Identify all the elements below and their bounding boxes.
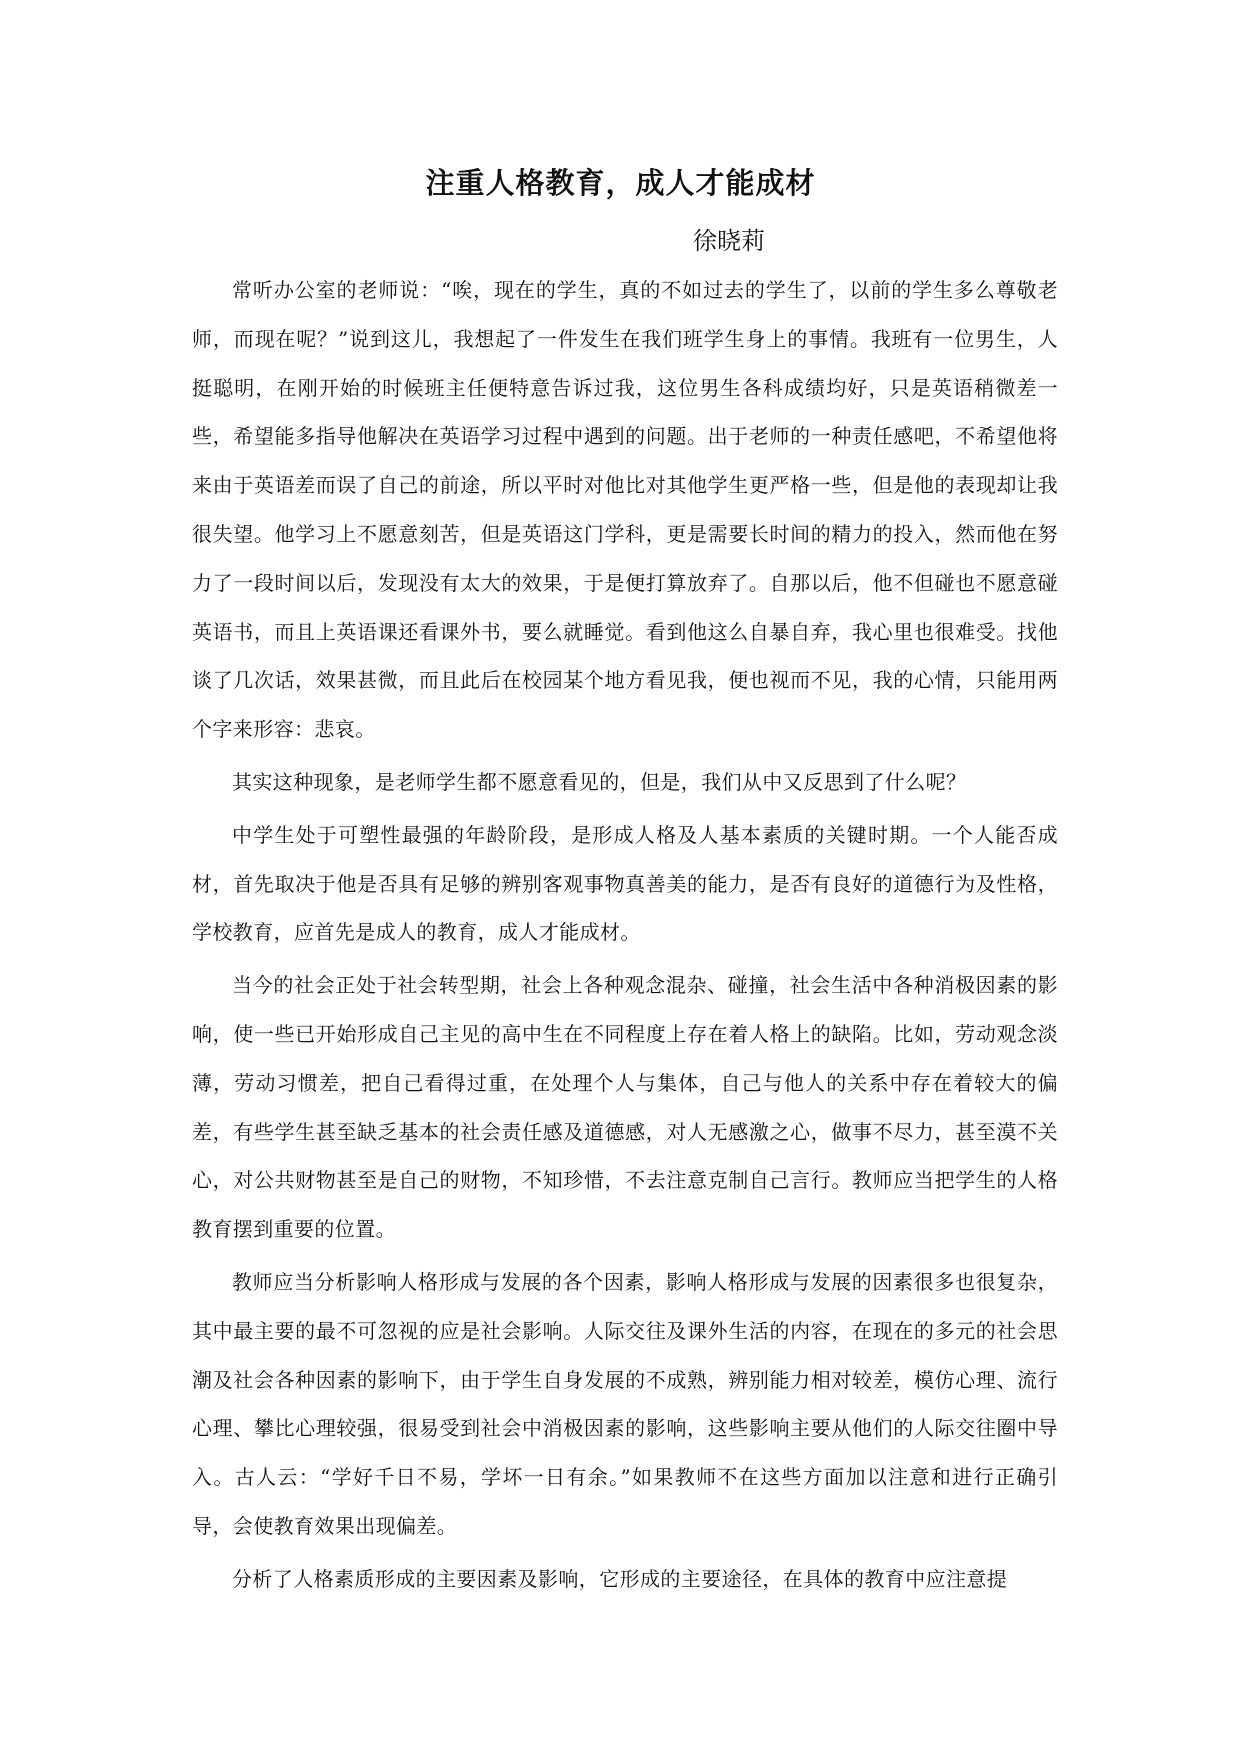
author-name: 徐晓莉 bbox=[693, 227, 765, 255]
paragraph-2: 其实这种现象，是老师学生都不愿意看见的，但是，我们从中又反思到了什么呢？ bbox=[232, 769, 967, 794]
paragraph-6: 分析了人格素质形成的主要因素及影响，它形成的主要途径，在具体的教育中应注意提 bbox=[232, 1566, 1008, 1591]
paragraph-3: 中学生处于可塑性最强的年龄阶段，是形成人格及人基本素质的关键时期。一个人能否成材，首先取决于他是否具有足够的辨别客观事物真善美的能力，是否有良好的道德行为及性格，学校教育，应首先是成人的教育，成人才能成材。 bbox=[192, 822, 1058, 945]
document-body bbox=[192, 266, 1058, 1608]
paragraph-5: 教师应当分析影响人格形成与发展的各个因素，影响人格形成与发展的因素很多也很复杂，其中最主要的最不可忽视的应是社会影响。人际交往及课外生活的内容，在现在的多元的社会思潮及社会各种因素的影响下，由于学生自身发展的不成熟，辨别能力相对较差，模仿心理、流行心理、攀比心理较强，很易受到社会中消极因素的影响，这些影响主要从他们的人际交往圈中导入。古人云：“学好千日不易，学坏一日有余。”如果教师不在这些方面加以注意和进行正确引导，会使教育效果出现偏差。 bbox=[192, 1269, 1058, 1538]
document-title: 注重人格教育，成人才能成材 bbox=[425, 166, 816, 200]
paragraph-1: 常听办公室的老师说：“唉，现在的学生，真的不如过去的学生了，以前的学生多么尊敬老师，而现在呢？”说到这儿，我想起了一件发生在我们班学生身上的事情。我班有一位男生，人挺聪明，在刚开始的时候班主任便特意告诉过我，这位男生各科成绩均好，只是英语稍微差一些，希望能多指导他解决在英语学习过程中遇到的问题。出于老师的一种责任感吧，不希望他将来由于英语差而误了自己的前途，所以平时对他比对其他学生更严格一些，但是他的表现却让我很失望。他学习上不愿意刻苦，但是英语这门学科，更是需要长时间的精力的投入，然而他在努力了一段时间以后，发现没有太大的效果，于是便打算放弃了。自那以后，他不但碰也不愿意碰英语书，而且上英语课还看课外书，要么就睡觉。看到他这么自暴自弃，我心里也很难受。找他谈了几次话，效果甚微，而且此后在校园某个地方看见我，便也视而不见，我的心情，只能用两个字来形容：悲哀。 bbox=[192, 278, 1058, 742]
paragraph-4: 当今的社会正处于社会转型期，社会上各种观念混杂、碰撞，社会生活中各种消极因素的影响，使一些已开始形成自己主见的高中生在不同程度上存在着人格上的缺陷。比如，劳动观念淡薄，劳动习惯差，把自己看得过重，在处理个人与集体，自己与他人的关系中存在着较大的偏差，有些学生甚至缺乏基本的社会责任感及道德感，对人无感激之心，做事不尽力，甚至漠不关心，对公共财物甚至是自己的财物，不知珍惜，不去注意克制自己言行。教师应当把学生的人格教育摆到重要的位置。 bbox=[192, 973, 1058, 1242]
